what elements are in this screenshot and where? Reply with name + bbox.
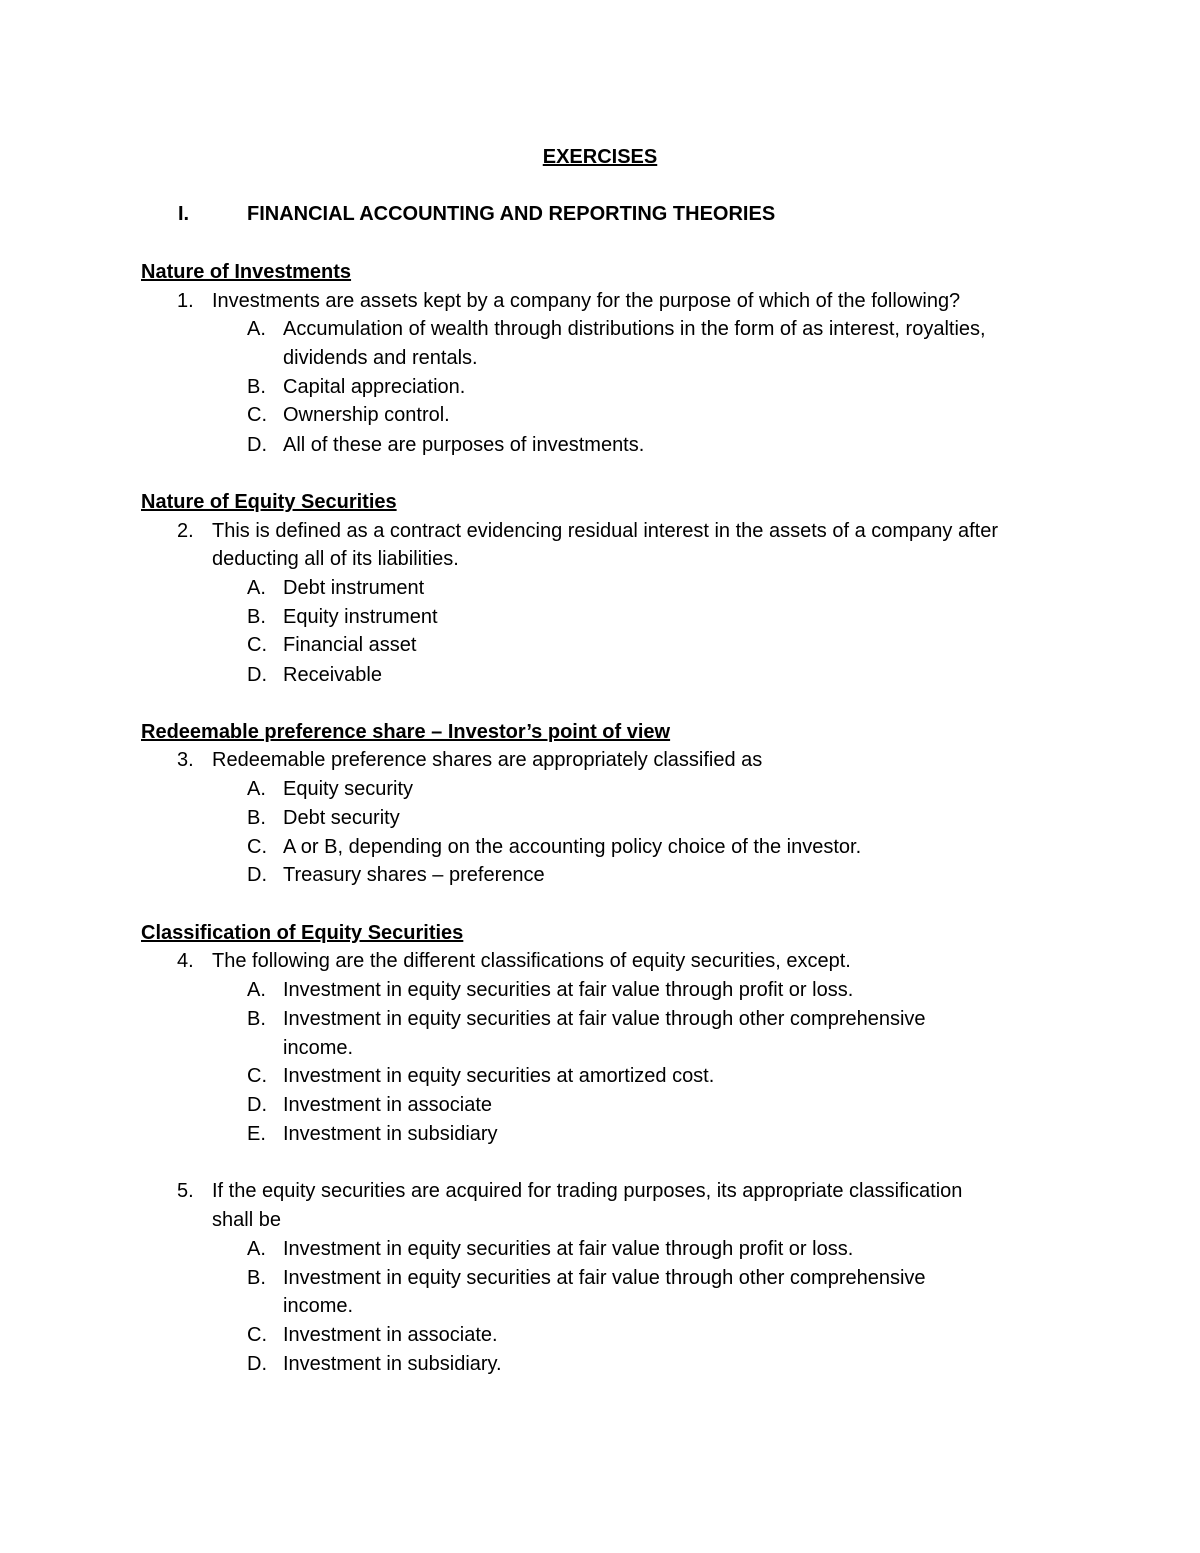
choice-text: income. xyxy=(283,1037,354,1059)
choice-letter: C. xyxy=(247,836,267,858)
question-number: 1. xyxy=(177,290,194,312)
question-number: 3. xyxy=(177,749,194,771)
choice-letter: A. xyxy=(247,577,266,599)
choice-text: Capital appreciation. xyxy=(283,376,466,398)
choice-letter: D. xyxy=(247,864,267,886)
question-text: shall be xyxy=(212,1209,281,1231)
choice-letter: C. xyxy=(247,1065,267,1087)
choice-letter: D. xyxy=(247,1353,267,1375)
choice-text: dividends and rentals. xyxy=(283,347,478,369)
choice-letter: B. xyxy=(247,376,266,398)
choice-text: Debt instrument xyxy=(283,577,425,599)
choice-text: Treasury shares – preference xyxy=(283,864,545,886)
choice-text: Debt security xyxy=(283,807,400,829)
choice-letter: D. xyxy=(247,1094,267,1116)
choice-letter: D. xyxy=(247,664,267,686)
question-text: The following are the different classifications of equity securities, except. xyxy=(212,950,851,972)
question-number: 4. xyxy=(177,950,194,972)
choice-text: A or B, depending on the accounting policy choice of the investor. xyxy=(283,836,862,858)
choice-letter: C. xyxy=(247,1324,267,1346)
choice-letter: D. xyxy=(247,434,267,456)
choice-text: Accumulation of wealth through distributions in the form of as interest, royalties, xyxy=(283,318,986,340)
choice-letter: E. xyxy=(247,1123,266,1145)
section-numeral: I. xyxy=(178,203,190,225)
heading-nature-of-equity-securities: Nature of Equity Securities xyxy=(141,491,397,513)
question-text: deducting all of its liabilities. xyxy=(212,548,459,570)
heading-nature-of-investments: Nature of Investments xyxy=(141,261,352,283)
choice-letter: B. xyxy=(247,1267,266,1289)
section-title: FINANCIAL ACCOUNTING AND REPORTING THEORIES xyxy=(247,203,776,225)
choice-text: Investment in equity securities at fair value through other comprehensive xyxy=(283,1267,926,1289)
choice-letter: B. xyxy=(247,606,266,628)
choice-text: income. xyxy=(283,1295,354,1317)
choice-letter: A. xyxy=(247,778,266,800)
choice-text: Investment in equity securities at fair value through profit or loss. xyxy=(283,979,854,1001)
choice-letter: B. xyxy=(247,1008,266,1030)
choice-text: All of these are purposes of investments. xyxy=(283,434,645,456)
choice-text: Investment in equity securities at fair value through profit or loss. xyxy=(283,1238,854,1260)
choice-text: Ownership control. xyxy=(283,404,450,426)
choice-letter: A. xyxy=(247,979,266,1001)
question-number: 2. xyxy=(177,520,194,542)
choice-text: Investment in equity securities at fair value through other comprehensive xyxy=(283,1008,926,1030)
choice-text: Investment in subsidiary xyxy=(283,1123,498,1145)
choice-text: Investment in equity securities at amortized cost. xyxy=(283,1065,715,1087)
choice-letter: A. xyxy=(247,318,266,340)
choice-text: Equity security xyxy=(283,778,414,800)
question-number: 5. xyxy=(177,1180,194,1202)
choice-text: Investment in associate. xyxy=(283,1324,498,1346)
choice-letter: B. xyxy=(247,807,266,829)
choice-letter: C. xyxy=(247,404,267,426)
choice-text: Receivable xyxy=(283,664,382,686)
heading-classification-of-equity-securities: Classification of Equity Securities xyxy=(141,922,464,944)
choice-letter: C. xyxy=(247,634,267,656)
choice-text: Investment in associate xyxy=(283,1094,492,1116)
choice-text: Equity instrument xyxy=(283,606,438,628)
heading-redeemable-preference-share: Redeemable preference share – Investor’s point of view xyxy=(141,721,671,743)
question-text: Redeemable preference shares are appropriately classified as xyxy=(212,749,763,771)
choice-text: Investment in subsidiary. xyxy=(283,1353,502,1375)
question-text: If the equity securities are acquired for trading purposes, its appropriate classification xyxy=(212,1180,963,1202)
choice-letter: A. xyxy=(247,1238,266,1260)
question-text: This is defined as a contract evidencing residual interest in the assets of a company after xyxy=(212,520,998,542)
question-text: Investments are assets kept by a company for the purpose of which of the following? xyxy=(212,290,961,312)
page-title: EXERCISES xyxy=(542,146,658,168)
choice-text: Financial asset xyxy=(283,634,417,656)
